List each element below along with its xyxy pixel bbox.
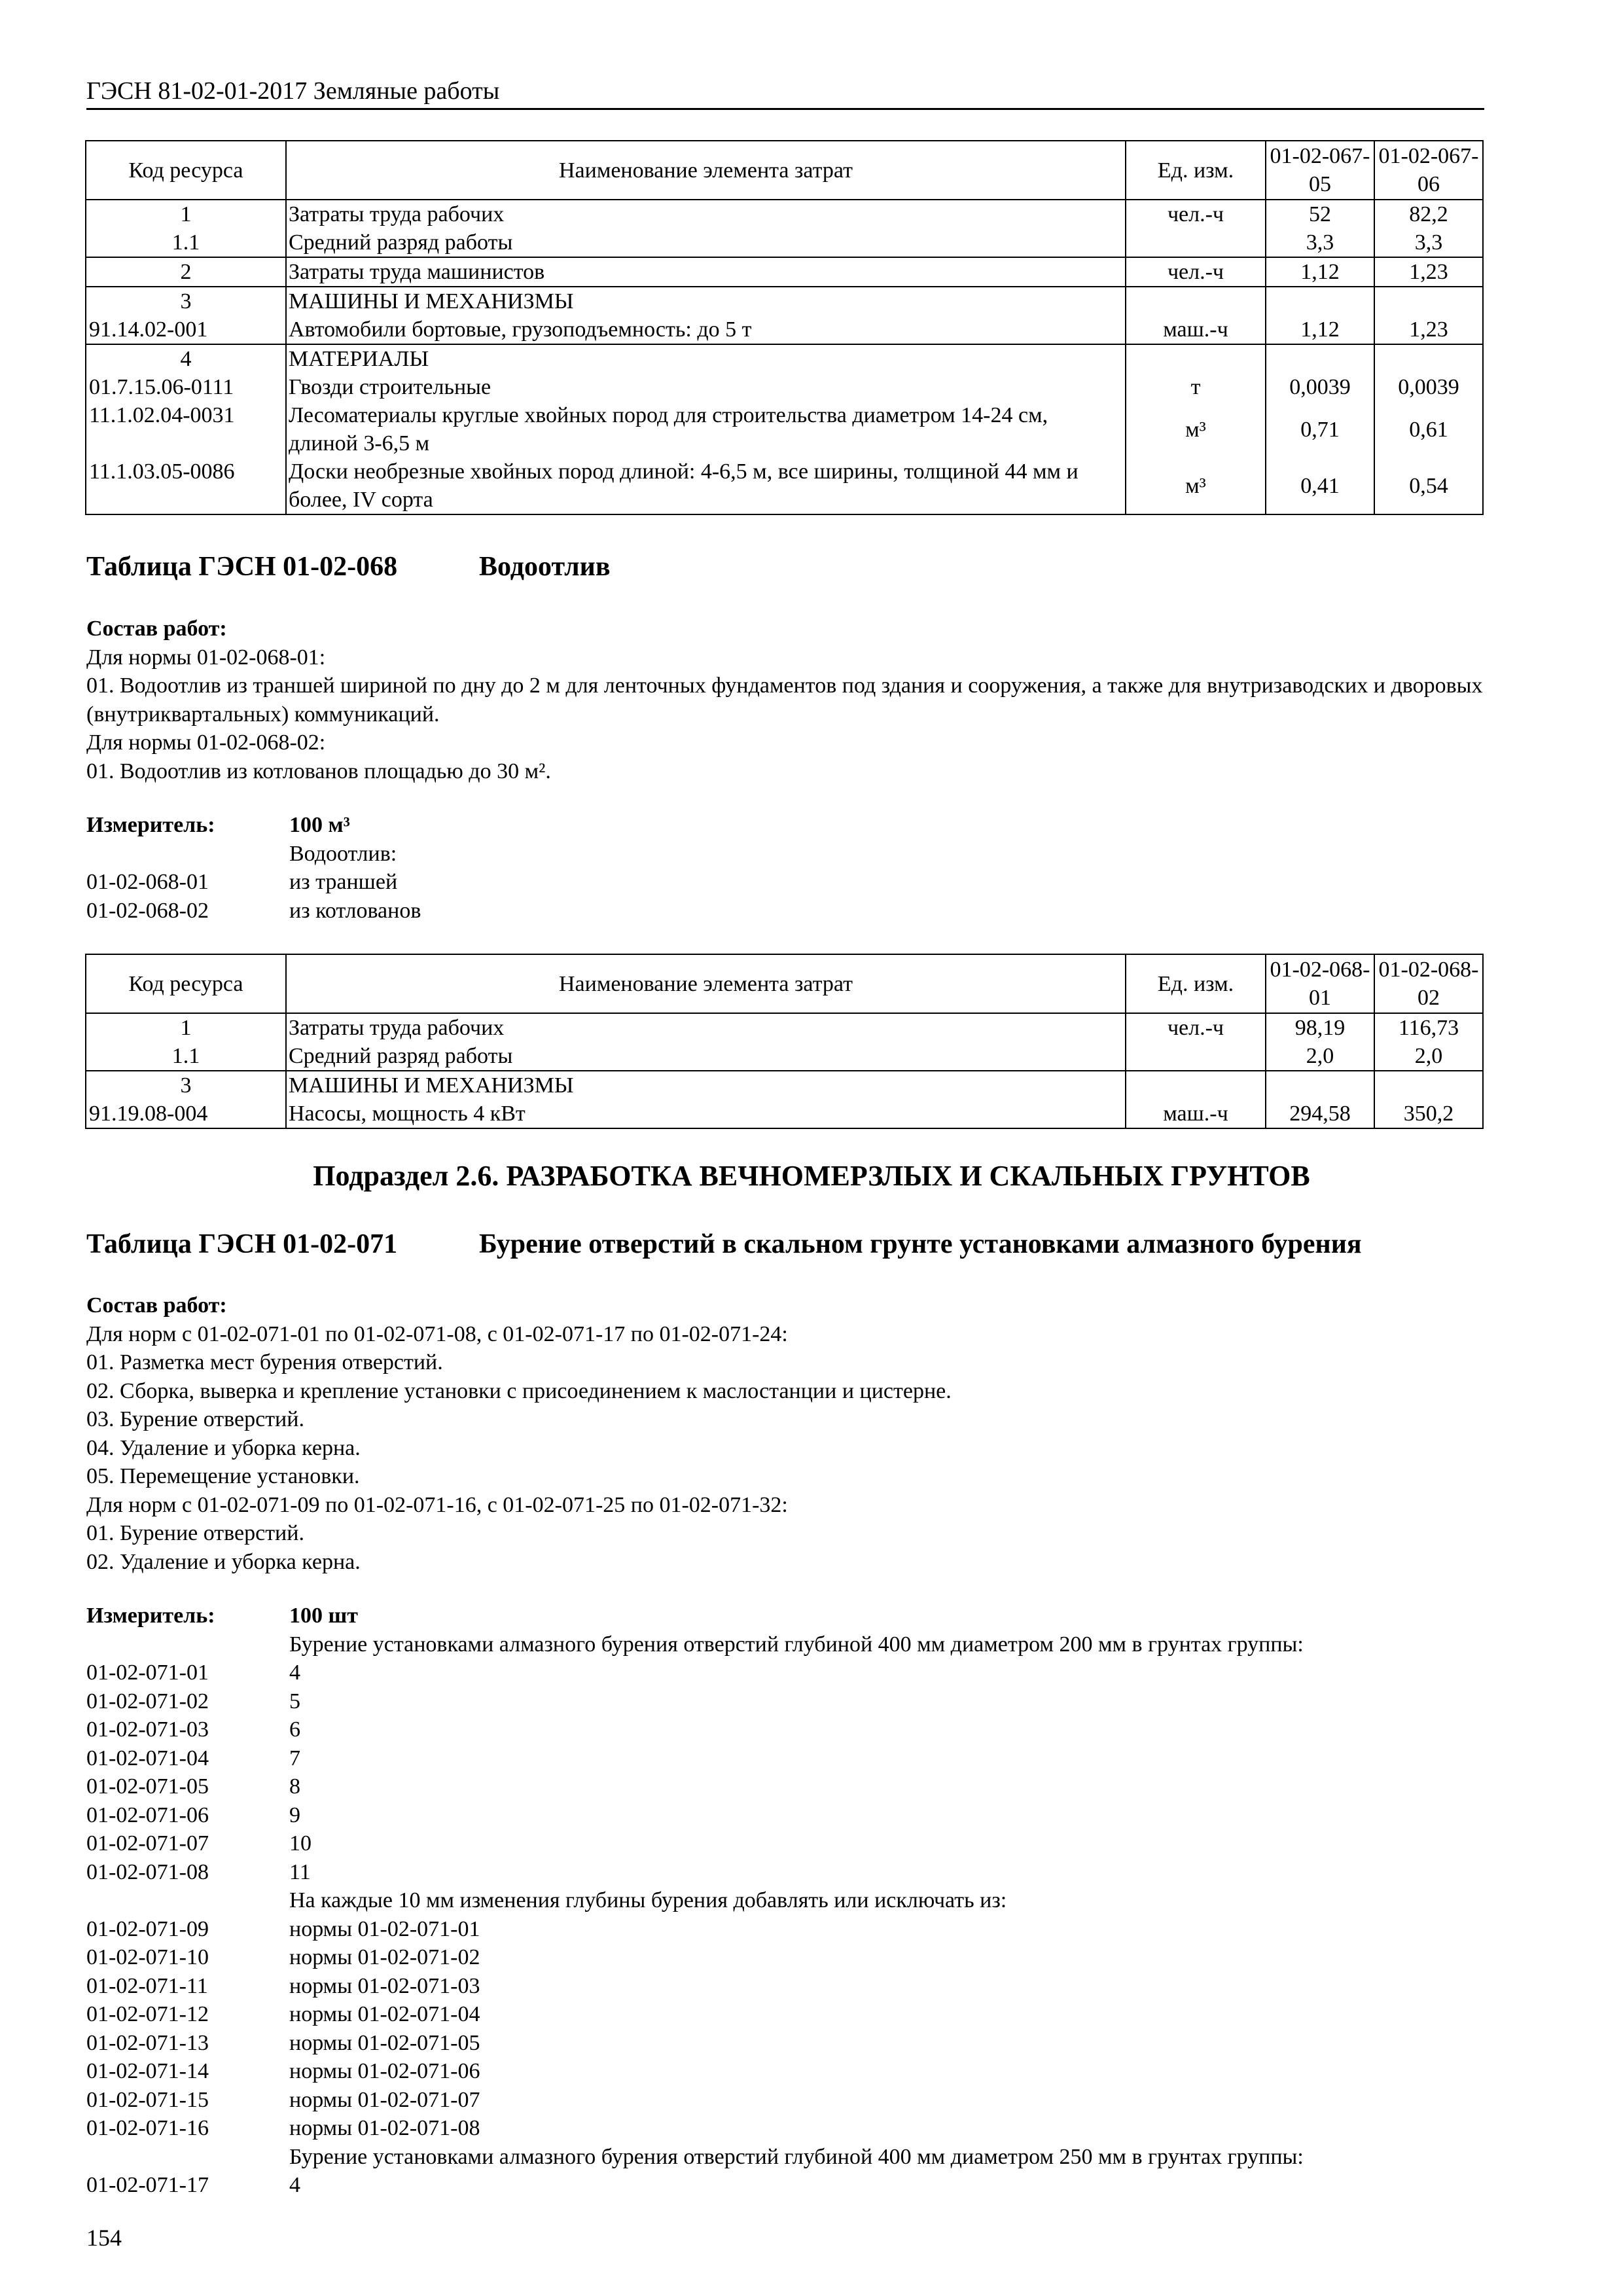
work-line: Для нормы 01-02-068-01: xyxy=(86,645,326,670)
table-row xyxy=(86,373,1483,401)
cell-value-1: 2,0 xyxy=(1266,1042,1374,1071)
table-row xyxy=(86,1100,1483,1128)
measure-row xyxy=(86,840,1526,869)
norm-code: 01-02-071-16 xyxy=(86,2116,209,2140)
norm-description: 4 xyxy=(289,2173,300,2197)
work-composition-068 xyxy=(86,615,1493,785)
table-row xyxy=(86,315,1483,344)
measure-row xyxy=(86,2171,1526,2200)
table-title-name: Бурение отверстий в скальном грунте установками алмазного бурения xyxy=(479,1229,1362,1259)
cell-name: Затраты труда рабочих xyxy=(286,200,1126,228)
cell-value-2: 3,3 xyxy=(1374,228,1483,257)
measure-row xyxy=(86,1715,1526,1744)
norm-description: Бурение установками алмазного бурения отверстий глубиной 400 мм диаметром 200 мм в грунтах группы: xyxy=(289,1632,1304,1657)
norm-code: 01-02-071-08 xyxy=(86,1859,209,1884)
cell-unit: маш.-ч xyxy=(1126,315,1266,344)
table-title-code: Таблица ГЭСН 01-02-068 xyxy=(86,552,398,582)
work-line: 03. Бурение отверстий. xyxy=(86,1407,304,1431)
work-line: 01. Водоотлив из котлованов площадью до 30 м². xyxy=(86,759,551,783)
cell-code: 11.1.02.04-0031 xyxy=(86,401,286,457)
table-row xyxy=(86,1071,1483,1100)
table-row xyxy=(86,287,1483,315)
cell-name: МАТЕРИАЛЫ xyxy=(286,344,1126,373)
cell-value-2: 1,23 xyxy=(1374,315,1483,344)
work-line: 02. Удаление и уборка керна. xyxy=(86,1549,361,1574)
cell-value-2: 82,2 xyxy=(1374,200,1483,228)
cell-value-2: 0,54 xyxy=(1374,457,1483,514)
measure-row xyxy=(86,868,1526,897)
norm-code: 01-02-071-17 xyxy=(86,2173,209,2197)
measure-block-068 xyxy=(86,811,1526,925)
cell-value-2: 350,2 xyxy=(1374,1100,1483,1128)
norm-code: 01-02-071-03 xyxy=(86,1717,209,1742)
table-title-code: Таблица ГЭСН 01-02-071 xyxy=(86,1229,398,1259)
table-title-name: Водоотлив xyxy=(479,552,611,582)
norm-description: из траншей xyxy=(289,870,398,894)
work-line: Для нормы 01-02-068-02: xyxy=(86,730,326,755)
measure-value: 100 м³ xyxy=(289,813,350,837)
cell-value-1: 0,0039 xyxy=(1266,373,1374,401)
col-header-norm-2: 01-02-068-02 xyxy=(1374,954,1483,1013)
cell-value-1: 3,3 xyxy=(1266,228,1374,257)
norm-description: На каждые 10 мм изменения глубины бурения добавлять или исключать из: xyxy=(289,1888,1007,1912)
resource-table-068 xyxy=(85,954,1484,1129)
cell-unit xyxy=(1126,1071,1266,1100)
table-body xyxy=(86,1013,1483,1128)
cell-name: Доски необрезные хвойных пород длиной: 4-6,5 м, все ширины, толщиной 44 мм и более, IV сорта xyxy=(286,457,1126,514)
norm-description: Бурение установками алмазного бурения отверстий глубиной 400 мм диаметром 250 мм в грунтах группы: xyxy=(289,2144,1304,2169)
table-row xyxy=(86,200,1483,228)
norm-code: 01-02-071-11 xyxy=(86,1973,208,1998)
norm-code: 01-02-071-15 xyxy=(86,2087,209,2112)
cell-code: 3 xyxy=(86,287,286,315)
measure-row xyxy=(86,1772,1526,1801)
norm-description: нормы 01-02-071-04 xyxy=(289,2002,480,2026)
work-line: 02. Сборка, выверка и крепление установки с присоединением к маслостанции и цистерне. xyxy=(86,1378,952,1403)
cell-code: 1 xyxy=(86,200,286,228)
measure-row xyxy=(86,1687,1526,1716)
cell-code: 4 xyxy=(86,344,286,373)
cell-value-2 xyxy=(1374,344,1483,373)
cell-name: МАШИНЫ И МЕХАНИЗМЫ xyxy=(286,287,1126,315)
cell-value-1 xyxy=(1266,1071,1374,1100)
norm-description: из котлованов xyxy=(289,898,421,923)
col-header-name: Наименование элемента затрат xyxy=(286,954,1126,1013)
cell-value-2 xyxy=(1374,1071,1483,1100)
cell-code: 91.19.08-004 xyxy=(86,1100,286,1128)
measure-row xyxy=(86,2114,1526,2143)
norm-description: нормы 01-02-071-01 xyxy=(289,1916,480,1941)
measure-row xyxy=(86,2057,1526,2086)
norm-description: нормы 01-02-071-05 xyxy=(289,2030,480,2055)
col-header-norm-1: 01-02-068-01 xyxy=(1266,954,1374,1013)
measure-row xyxy=(86,1659,1526,1687)
norm-code: 01-02-071-07 xyxy=(86,1831,209,1856)
norm-description: 10 xyxy=(289,1831,312,1856)
cell-unit: чел.-ч xyxy=(1126,257,1266,287)
measure-row xyxy=(86,1915,1526,1944)
measure-block-071 xyxy=(86,1602,1526,2200)
cell-name: Затраты труда машинистов xyxy=(286,257,1126,287)
cell-name: Автомобили бортовые, грузоподъемность: до 5 т xyxy=(286,315,1126,344)
running-header: ГЭСН 81-02-01-2017 Земляные работы xyxy=(86,75,1484,110)
measure-row xyxy=(86,1972,1526,2001)
norm-code: 01-02-071-01 xyxy=(86,1660,209,1685)
norm-code: 01-02-071-14 xyxy=(86,2059,209,2083)
table-row xyxy=(86,257,1483,287)
norm-description: 7 xyxy=(289,1746,300,1770)
norm-code: 01-02-068-01 xyxy=(86,870,209,894)
work-line: Для норм с 01-02-071-01 по 01-02-071-08, с 01-02-071-17 по 01-02-071-24: xyxy=(86,1321,788,1346)
cell-unit xyxy=(1126,1042,1266,1071)
col-header-name: Наименование элемента затрат xyxy=(286,141,1126,200)
work-line: 01. Разметка мест бурения отверстий. xyxy=(86,1350,443,1374)
norm-code: 01-02-071-10 xyxy=(86,1945,209,1969)
cell-code: 01.7.15.06-0111 xyxy=(86,373,286,401)
norm-description: 9 xyxy=(289,1803,300,1827)
norm-description: Водоотлив: xyxy=(289,841,397,866)
cell-value-2 xyxy=(1374,287,1483,315)
norm-description: нормы 01-02-071-06 xyxy=(289,2059,480,2083)
measure-row xyxy=(86,2029,1526,2058)
table-title-068 xyxy=(86,550,611,584)
measure-row xyxy=(86,1858,1526,1887)
cell-unit: чел.-ч xyxy=(1126,200,1266,228)
cell-code: 1 xyxy=(86,1013,286,1042)
table-body xyxy=(86,200,1483,514)
norm-description: 8 xyxy=(289,1774,300,1799)
table-row xyxy=(86,344,1483,373)
col-header-norm-2: 01-02-067-06 xyxy=(1374,141,1483,200)
col-header-norm-1: 01-02-067-05 xyxy=(1266,141,1374,200)
norm-description: 6 xyxy=(289,1717,300,1742)
measure-row xyxy=(86,897,1526,925)
cell-value-1: 294,58 xyxy=(1266,1100,1374,1128)
measure-row xyxy=(86,1801,1526,1830)
resource-table-067 xyxy=(85,140,1484,515)
norm-code: 01-02-071-09 xyxy=(86,1916,209,1941)
cell-value-2: 1,23 xyxy=(1374,257,1483,287)
cell-code: 2 xyxy=(86,257,286,287)
table-row xyxy=(86,457,1483,514)
cell-value-1: 1,12 xyxy=(1266,257,1374,287)
measure-row xyxy=(86,1943,1526,1972)
cell-name: Насосы, мощность 4 кВт xyxy=(286,1100,1126,1128)
col-header-unit: Ед. изм. xyxy=(1126,141,1266,200)
table-row xyxy=(86,1042,1483,1071)
cell-unit: м³ xyxy=(1126,457,1266,514)
measure-label: Измеритель: xyxy=(86,1604,215,1628)
cell-value-2: 0,0039 xyxy=(1374,373,1483,401)
measure-row xyxy=(86,1744,1526,1773)
col-header-unit: Ед. изм. xyxy=(1126,954,1266,1013)
norm-code: 01-02-071-04 xyxy=(86,1746,209,1770)
cell-code: 1.1 xyxy=(86,1042,286,1071)
cell-value-1: 1,12 xyxy=(1266,315,1374,344)
norm-description: нормы 01-02-071-08 xyxy=(289,2116,480,2140)
work-composition-label: Состав работ: xyxy=(86,617,227,641)
work-line: Для норм с 01-02-071-09 по 01-02-071-16, с 01-02-071-25 по 01-02-071-32: xyxy=(86,1492,788,1517)
norm-code: 01-02-071-06 xyxy=(86,1803,209,1827)
work-line: 01. Водоотлив из траншей шириной по дну до 2 м для ленточных фундаментов под здания и сооружения, а также для внутризаводских и дворовых (внутриквартальных) коммуникаций. xyxy=(86,673,1483,726)
cell-unit xyxy=(1126,344,1266,373)
cell-value-1 xyxy=(1266,344,1374,373)
cell-unit xyxy=(1126,228,1266,257)
cell-name: Средний разряд работы xyxy=(286,228,1126,257)
work-line: 01. Бурение отверстий. xyxy=(86,1521,304,1545)
norm-description: 4 xyxy=(289,1660,300,1685)
measure-value: 100 шт xyxy=(289,1604,358,1628)
measure-row xyxy=(86,2143,1526,2172)
cell-code: 1.1 xyxy=(86,228,286,257)
col-header-code: Код ресурса xyxy=(86,141,286,200)
col-header-code: Код ресурса xyxy=(86,954,286,1013)
norm-code: 01-02-071-02 xyxy=(86,1689,209,1713)
cell-code: 11.1.03.05-0086 xyxy=(86,457,286,514)
table-row xyxy=(86,401,1483,457)
norm-code: 01-02-068-02 xyxy=(86,898,209,923)
norm-description: 5 xyxy=(289,1689,300,1713)
cell-name: Лесоматериалы круглые хвойных пород для строительства диаметром 14-24 см, длиной 3-6,5 м xyxy=(286,401,1126,457)
cell-value-1: 0,41 xyxy=(1266,457,1374,514)
work-composition-071 xyxy=(86,1291,1493,1576)
measure-row xyxy=(86,1886,1526,1915)
norm-code: 01-02-071-05 xyxy=(86,1774,209,1799)
cell-code: 3 xyxy=(86,1071,286,1100)
norm-description: нормы 01-02-071-03 xyxy=(289,1973,480,1998)
cell-unit: чел.-ч xyxy=(1126,1013,1266,1042)
cell-value-1 xyxy=(1266,287,1374,315)
measure-row xyxy=(86,2000,1526,2029)
norm-description: нормы 01-02-071-02 xyxy=(289,1945,480,1969)
cell-unit xyxy=(1126,287,1266,315)
cell-value-1: 52 xyxy=(1266,200,1374,228)
norm-code: 01-02-071-13 xyxy=(86,2030,209,2055)
cell-value-2: 116,73 xyxy=(1374,1013,1483,1042)
table-title-071 xyxy=(86,1227,1362,1261)
subsection-title: Подраздел 2.6. РАЗРАБОТКА ВЕЧНОМЕРЗЛЫХ И СКАЛЬНЫХ ГРУНТОВ xyxy=(313,1160,1310,1192)
cell-value-2: 0,61 xyxy=(1374,401,1483,457)
measure-row xyxy=(86,1630,1526,1659)
table-row xyxy=(86,228,1483,257)
cell-name: МАШИНЫ И МЕХАНИЗМЫ xyxy=(286,1071,1126,1100)
cell-unit: маш.-ч xyxy=(1126,1100,1266,1128)
table-row xyxy=(86,1013,1483,1042)
cell-code: 91.14.02-001 xyxy=(86,315,286,344)
norm-description: 11 xyxy=(289,1859,311,1884)
cell-name: Средний разряд работы xyxy=(286,1042,1126,1071)
norm-description: нормы 01-02-071-07 xyxy=(289,2087,480,2112)
cell-value-1: 0,71 xyxy=(1266,401,1374,457)
work-line: 04. Удаление и уборка керна. xyxy=(86,1435,361,1460)
cell-value-1: 98,19 xyxy=(1266,1013,1374,1042)
measure-label: Измеритель: xyxy=(86,813,215,837)
cell-unit: м³ xyxy=(1126,401,1266,457)
work-line: 05. Перемещение установки. xyxy=(86,1464,360,1488)
work-composition-label: Состав работ: xyxy=(86,1293,227,1318)
cell-value-2: 2,0 xyxy=(1374,1042,1483,1071)
measure-row xyxy=(86,1829,1526,1858)
cell-unit: т xyxy=(1126,373,1266,401)
cell-name: Затраты труда рабочих xyxy=(286,1013,1126,1042)
cell-name: Гвозди строительные xyxy=(286,373,1126,401)
page-number: 154 xyxy=(86,2225,122,2251)
measure-row xyxy=(86,2086,1526,2115)
norm-code: 01-02-071-12 xyxy=(86,2002,209,2026)
